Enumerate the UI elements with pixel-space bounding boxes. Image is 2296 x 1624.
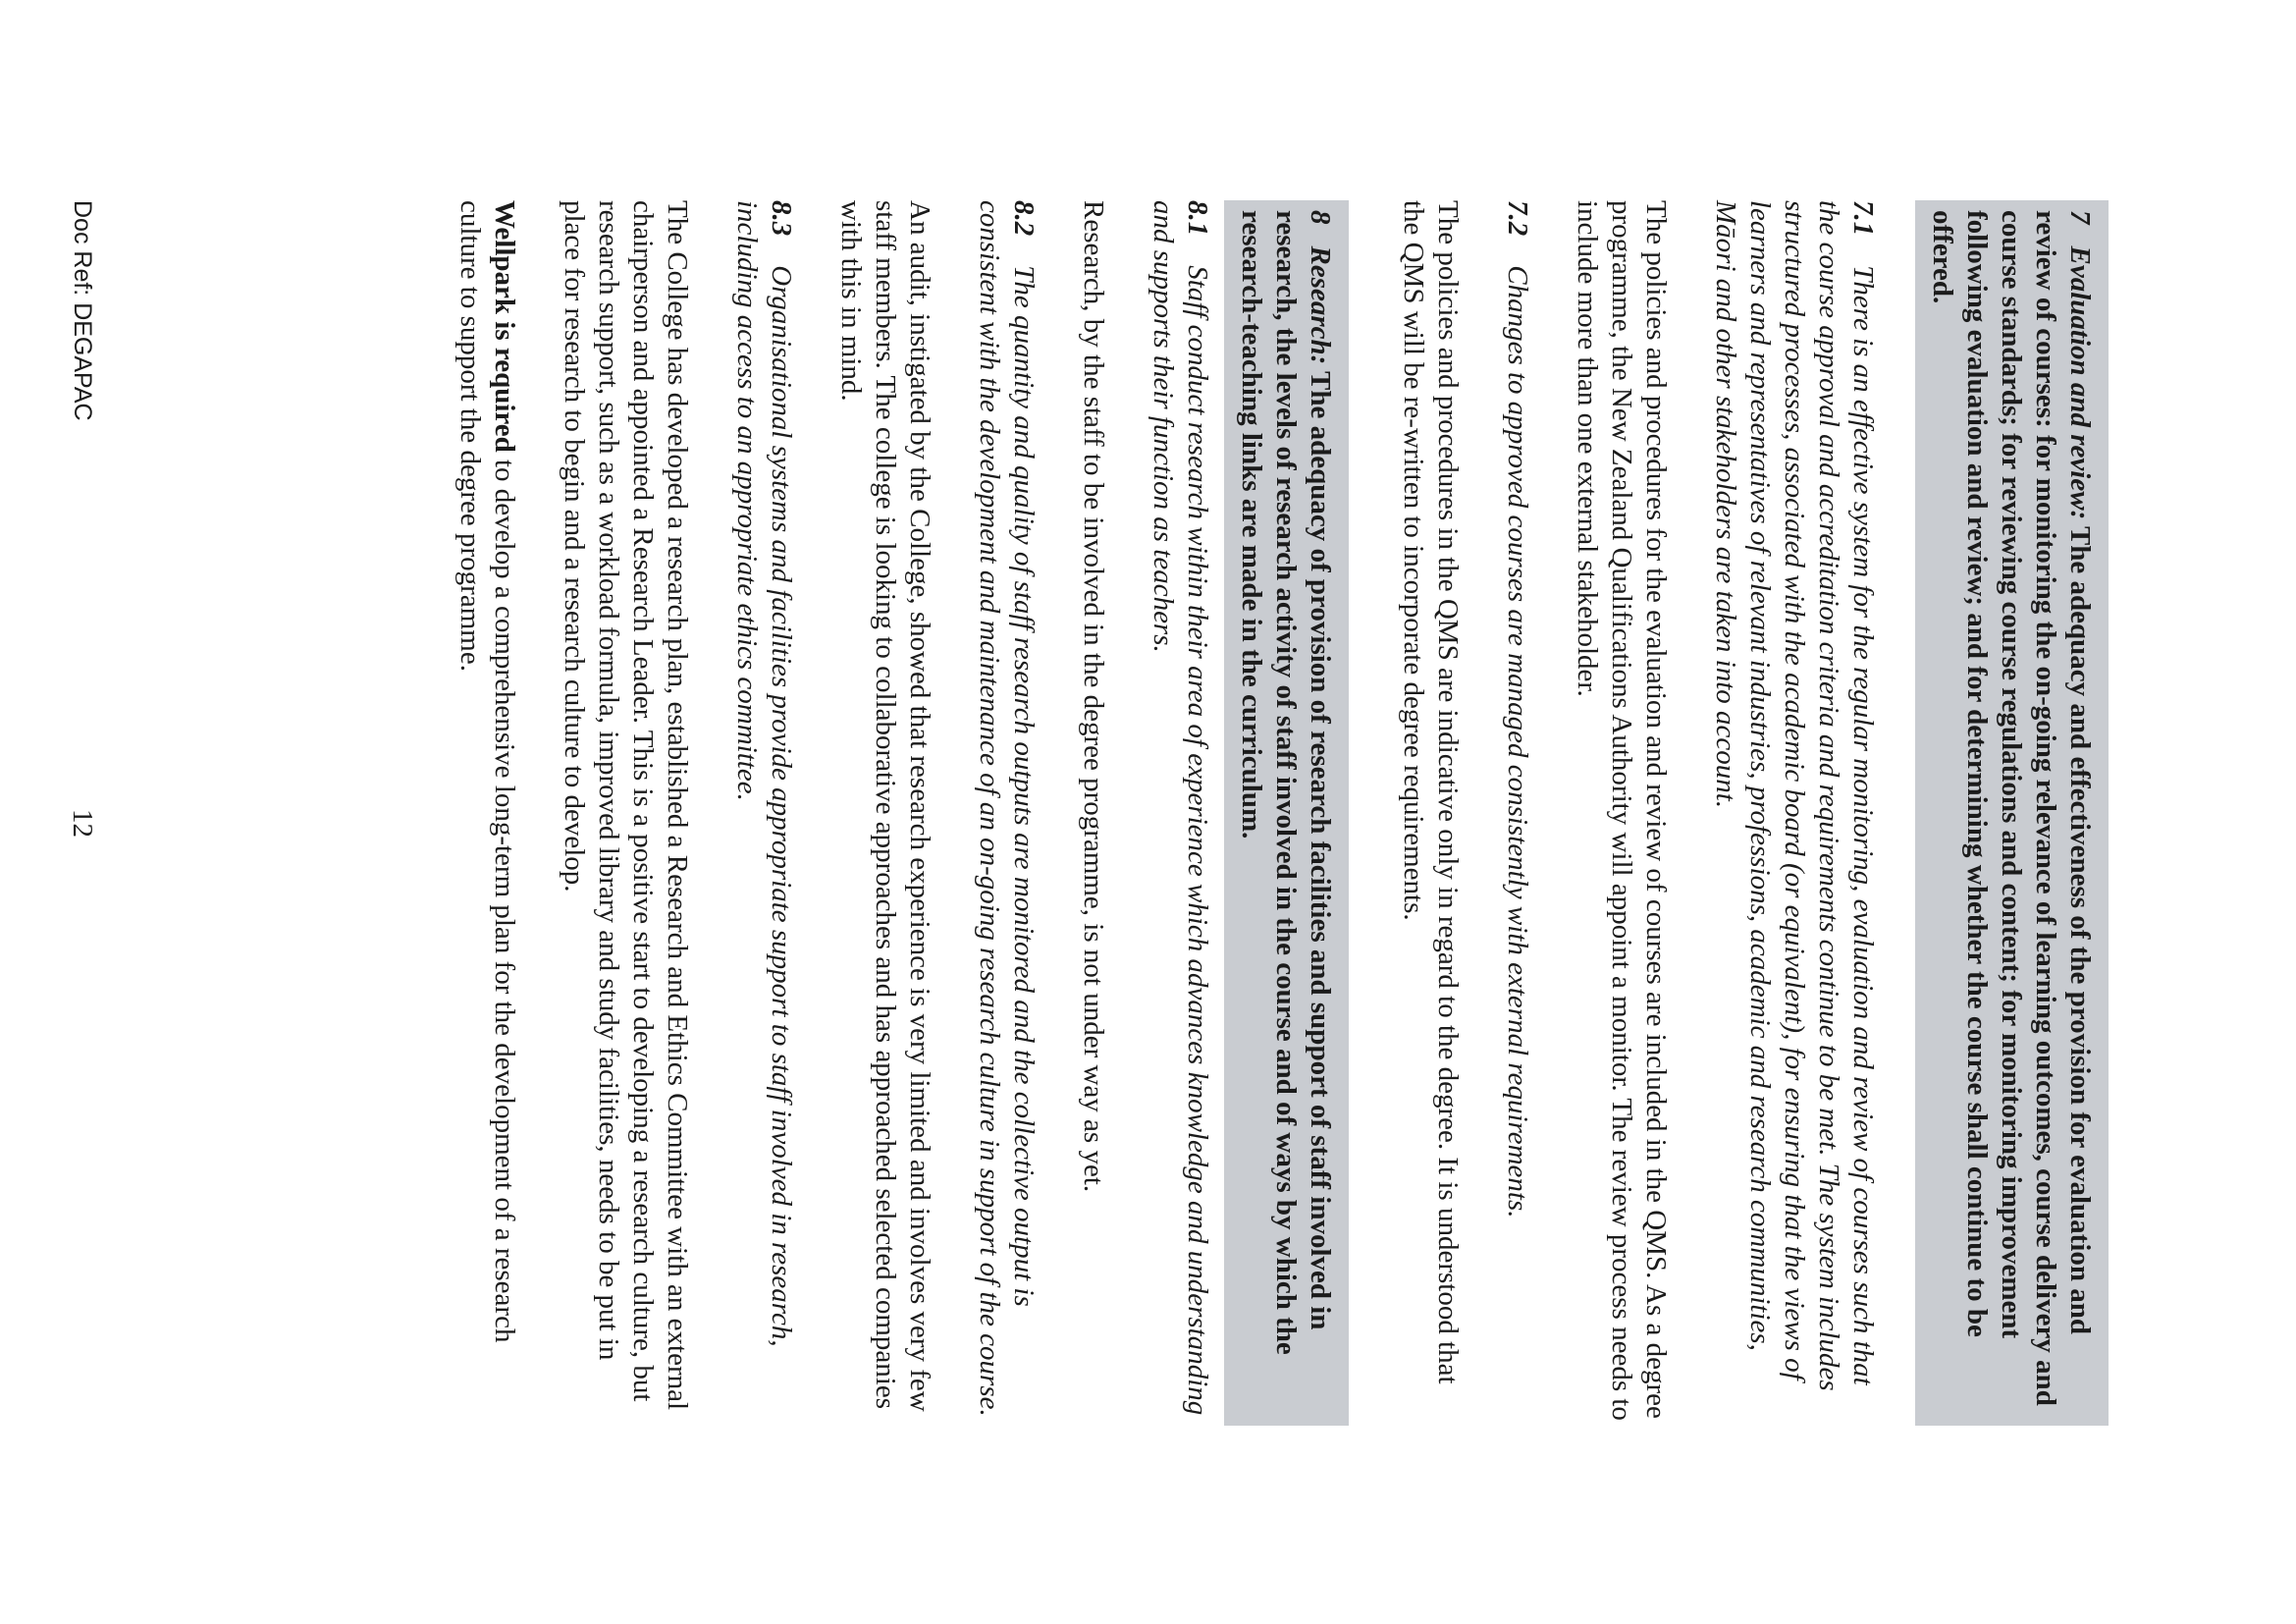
criterion-number: 8.2 <box>1008 200 1040 237</box>
requirement-lead: Wellpark is required <box>489 200 520 453</box>
criterion-text: Organisational systems and facilities provide appropriate support to staff involved in research, including access to an appropriate ethics committee. <box>731 200 797 1347</box>
section-7-heading <box>1915 200 2109 1426</box>
criterion-number: 8.3 <box>766 200 797 237</box>
section-number: 7 <box>2064 210 2096 225</box>
paragraph-7-2: The policies and procedures in the QMS are indicative only in regard to the degree. It is understood that the QMS will be re-written to incorporate degree requirements. <box>1398 200 1464 1384</box>
paragraph-7-1: The policies and procedures for the evaluation and review of courses are included in the QMS. As a degree programme, the New Zealand Qualifications Authority will appoint a monitor. The review process needs to include more than one external stakeholder. <box>1572 200 1672 1421</box>
paragraph-8-2: An audit, instigated by the College, showed that research experience is very limited and involves very few staff members. The college is looking to collaborative approaches and has approached selected companies with this in mind. <box>835 200 935 1412</box>
section-8-heading <box>1224 200 1349 1426</box>
criterion-7-2 <box>1500 200 1534 1426</box>
criterion-text: Changes to approved courses are managed consistently with external requirements. <box>1502 265 1533 1218</box>
criterion-8-3 <box>729 200 798 1426</box>
criterion-8-1 <box>1146 200 1214 1426</box>
doc-reference: Doc Ref: DEGAPAC <box>69 200 96 421</box>
page-number: 12 <box>67 809 98 838</box>
paragraph-8-3: The College has developed a research plan, established a Research and Ethics Committee with an external chairperson and appointed a Research Leader. This is a positive start to developing a research culture, but research support, such as a workload formula, improved library and study facilities, needs to be put in place for research to begin and a research culture to develop. <box>559 200 693 1411</box>
page-body <box>453 200 2109 1426</box>
section-text: The adequacy and effectiveness of the provision for evaluation and review of courses: for monitoring the on-going relevance of learning outcomes, course delivery and course standards; for reviewing course regulations and content; for monitoring improvement following evaluation and review; and for determining whether the course shall continue to be offered. <box>1927 210 2096 1406</box>
criterion-text: There is an effective system for the regular monitoring, evaluation and review of courses such that the course approval and accreditation criteria and requirements continue to be met. The system includes structured processes, associated with the academic board (or equivalent), for ensuring that the views of learners and representatives of relevant industries, professions, academic and research communities, Māori and other stakeholders are taken into account. <box>1710 200 1879 1391</box>
criterion-number: 7.1 <box>1847 200 1879 237</box>
criterion-text: The quantity and quality of staff research outputs are monitored and the collective output is consistent with the development and maintenance of an on-going research culture in support of the course. <box>974 200 1040 1417</box>
criterion-number: 8.1 <box>1182 200 1213 237</box>
section-text: The adequacy of provision of research facilities and support of staff involved in research, the levels of research activity of staff involved in the course and of ways by which the research-teaching links are made in the curriculum. <box>1236 210 1336 1355</box>
requirement-text: to develop a comprehensive long-term plan for the development of a research culture to support the degree programme. <box>454 200 520 1343</box>
criterion-text: Staff conduct research within their area of experience which advances knowledge and understanding and supports their function as teachers. <box>1148 200 1213 1416</box>
criterion-7-1 <box>1708 200 1880 1426</box>
requirement-paragraph <box>453 200 521 1426</box>
section-lead: Evaluation and review: <box>2064 245 2096 520</box>
section-number: 8 <box>1305 210 1336 225</box>
paragraph-8-1: Research, by the staff to be involved in the degree programme, is not under way as yet. <box>1078 200 1109 1193</box>
criterion-8-2 <box>972 200 1041 1426</box>
section-lead: Research: <box>1305 245 1336 365</box>
criterion-number: 7.2 <box>1502 200 1533 237</box>
